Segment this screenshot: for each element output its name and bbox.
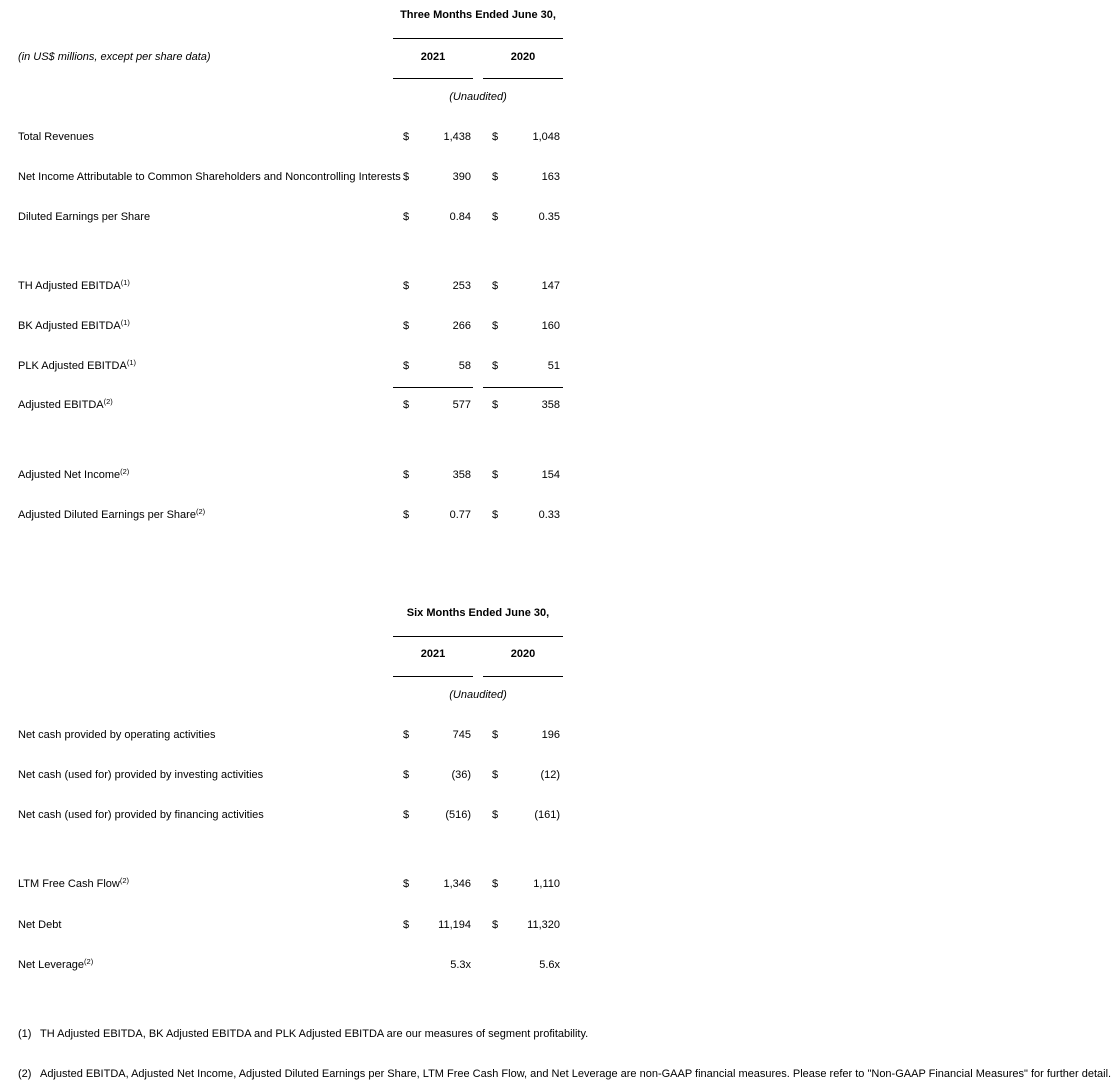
value-2021: 266 bbox=[452, 320, 471, 332]
value-2020: 154 bbox=[541, 469, 560, 481]
dollar-sign: $ bbox=[492, 469, 499, 481]
row-label bbox=[18, 468, 129, 482]
table-row-net-income bbox=[0, 170, 1115, 184]
dollar-sign: $ bbox=[403, 211, 410, 223]
footnote-2-marker: (2) bbox=[18, 1068, 32, 1080]
value-2020: 196 bbox=[541, 729, 560, 741]
table-row-adjusted-net-income bbox=[0, 468, 1115, 482]
value-2021: 1,346 bbox=[443, 878, 471, 890]
row-label-text: Total Revenues bbox=[18, 131, 94, 143]
row-label bbox=[18, 210, 150, 224]
value-2021: 253 bbox=[452, 280, 471, 292]
value-2020: (12) bbox=[540, 769, 560, 781]
footnote-ref: (2) bbox=[84, 957, 94, 966]
row-label bbox=[18, 768, 263, 782]
period-header: Three Months Ended June 30, bbox=[400, 9, 556, 21]
value-2021: 58 bbox=[458, 360, 471, 372]
dollar-sign: $ bbox=[492, 809, 499, 821]
year-2021-header: 2021 bbox=[420, 51, 446, 63]
value-2021: 390 bbox=[452, 171, 471, 183]
table-row-ltm-free-cash-flow bbox=[0, 877, 1115, 891]
dollar-sign: $ bbox=[492, 131, 499, 143]
row-label bbox=[18, 359, 136, 373]
table-row-total-revenues bbox=[0, 130, 1115, 144]
table-row-th-adjusted-ebitda bbox=[0, 279, 1115, 293]
dollar-sign: $ bbox=[403, 171, 410, 183]
unaudited-note: (Unaudited) bbox=[449, 689, 507, 701]
row-label-text: Net Debt bbox=[18, 919, 62, 931]
dollar-sign: $ bbox=[403, 469, 410, 481]
table-row-bk-adjusted-ebitda bbox=[0, 319, 1115, 333]
footnote-ref: (2) bbox=[120, 467, 130, 476]
dollar-sign: $ bbox=[403, 131, 410, 143]
value-2021: 1,438 bbox=[443, 131, 471, 143]
table-row-adjusted-ebitda bbox=[0, 398, 1115, 412]
dollar-sign: $ bbox=[492, 360, 499, 372]
period-header-rule bbox=[393, 636, 563, 637]
dollar-sign: $ bbox=[403, 399, 410, 411]
value-2021: 577 bbox=[452, 399, 471, 411]
row-label-text: TH Adjusted EBITDA bbox=[18, 280, 121, 292]
row-label-text: Net cash (used for) provided by financing activities bbox=[18, 809, 264, 821]
subtotal-rule-2021 bbox=[393, 387, 473, 388]
unaudited-note: (Unaudited) bbox=[449, 91, 507, 103]
row-label bbox=[18, 398, 113, 412]
table-row-adjusted-diluted-eps bbox=[0, 508, 1115, 522]
table-row-net-leverage bbox=[0, 958, 1115, 972]
footnote-ref: (1) bbox=[126, 358, 137, 367]
footnote-ref: (2) bbox=[119, 876, 130, 885]
three-months-table bbox=[0, 0, 1115, 540]
value-2020: 51 bbox=[547, 360, 560, 372]
value-2021: 0.84 bbox=[449, 211, 471, 223]
row-label-text: Net Leverage bbox=[18, 959, 85, 971]
value-2020: 11,320 bbox=[527, 919, 560, 931]
dollar-sign: $ bbox=[492, 919, 499, 931]
footnote-ref: (1) bbox=[120, 318, 130, 327]
dollar-sign: $ bbox=[403, 809, 410, 821]
dollar-sign: $ bbox=[403, 769, 410, 781]
row-label-text: LTM Free Cash Flow bbox=[18, 878, 120, 890]
table-row-net-debt bbox=[0, 918, 1115, 932]
dollar-sign: $ bbox=[403, 919, 410, 931]
value-2020: 160 bbox=[541, 320, 560, 332]
dollar-sign: $ bbox=[492, 399, 499, 411]
row-label-text: Adjusted Diluted Earnings per Share bbox=[18, 509, 196, 521]
table-row-plk-adjusted-ebitda bbox=[0, 359, 1115, 373]
dollar-sign: $ bbox=[403, 360, 410, 372]
row-label bbox=[18, 808, 264, 822]
six-months-table bbox=[0, 598, 1115, 990]
value-2020: (161) bbox=[534, 809, 560, 821]
value-2020: 1,110 bbox=[533, 878, 560, 890]
value-2021: (516) bbox=[445, 809, 471, 821]
row-label-text: Diluted Earnings per Share bbox=[18, 211, 151, 223]
value-2021: 11,194 bbox=[438, 919, 471, 931]
row-label bbox=[18, 130, 94, 144]
footnote-1-text: TH Adjusted EBITDA, BK Adjusted EBITDA and PLK Adjusted EBITDA are our measures of segment profitability. bbox=[40, 1028, 589, 1040]
footnote-2-text: Adjusted EBITDA, Adjusted Net Income, Adjusted Diluted Earnings per Share, LTM Free Cash Flow, and Net Leverage are non-GAAP financial measures. Please refer to "Non-GAAP Financial Measures" for further detail. bbox=[40, 1068, 1112, 1080]
dollar-sign: $ bbox=[492, 729, 499, 741]
row-label-text: Adjusted EBITDA bbox=[18, 399, 104, 411]
dollar-sign: $ bbox=[403, 320, 410, 332]
value-2020: 5.6x bbox=[539, 959, 560, 971]
row-label bbox=[18, 918, 61, 932]
value-2021: 5.3x bbox=[450, 959, 471, 971]
value-2021: (36) bbox=[451, 769, 471, 781]
dollar-sign: $ bbox=[492, 211, 499, 223]
dollar-sign: $ bbox=[403, 280, 410, 292]
footnote-ref: (2) bbox=[103, 397, 113, 406]
row-label bbox=[18, 728, 216, 742]
row-label-text: Net cash provided by operating activities bbox=[18, 729, 216, 741]
year-2021-rule bbox=[393, 676, 473, 677]
row-label-text: Net cash (used for) provided by investing activities bbox=[18, 769, 264, 781]
year-2020-rule bbox=[483, 676, 563, 677]
table-row-investing-cash bbox=[0, 768, 1115, 782]
dollar-sign: $ bbox=[492, 769, 499, 781]
row-label bbox=[18, 877, 129, 891]
value-2020: 0.35 bbox=[538, 211, 560, 223]
period-header: Six Months Ended June 30, bbox=[406, 607, 550, 619]
row-label-text: Net Income Attributable to Common Shareholders and Noncontrolling Interests bbox=[18, 171, 401, 183]
value-2020: 0.33 bbox=[538, 509, 560, 521]
table-row-diluted-eps bbox=[0, 210, 1115, 224]
value-2021: 745 bbox=[452, 729, 471, 741]
row-label-text: Adjusted Net Income bbox=[18, 469, 121, 481]
dollar-sign: $ bbox=[403, 729, 410, 741]
row-label bbox=[18, 958, 93, 972]
unit-note: (in US$ millions, except per share data) bbox=[18, 51, 211, 63]
dollar-sign: $ bbox=[492, 171, 499, 183]
row-label bbox=[18, 319, 130, 333]
value-2020: 147 bbox=[541, 280, 560, 292]
footnote-ref: (2) bbox=[195, 507, 206, 516]
dollar-sign: $ bbox=[492, 280, 499, 292]
dollar-sign: $ bbox=[492, 320, 499, 332]
dollar-sign: $ bbox=[403, 878, 410, 890]
year-2021-rule bbox=[393, 78, 473, 79]
subtotal-rule-2020 bbox=[483, 387, 563, 388]
dollar-sign: $ bbox=[403, 509, 410, 521]
footnote-ref: (1) bbox=[120, 278, 130, 287]
year-2020-header: 2020 bbox=[510, 648, 536, 660]
footnote-2 bbox=[18, 1067, 1111, 1081]
footnote-1 bbox=[18, 1027, 588, 1041]
year-2020-rule bbox=[483, 78, 563, 79]
row-label bbox=[18, 279, 130, 293]
row-label-text: PLK Adjusted EBITDA bbox=[18, 360, 127, 372]
period-header-rule bbox=[393, 38, 563, 39]
year-2020-header: 2020 bbox=[510, 51, 536, 63]
footnote-1-marker: (1) bbox=[18, 1028, 32, 1040]
dollar-sign: $ bbox=[492, 509, 499, 521]
value-2020: 1,048 bbox=[532, 131, 560, 143]
value-2021: 0.77 bbox=[449, 509, 471, 521]
table-row-operating-cash bbox=[0, 728, 1115, 742]
year-2021-header: 2021 bbox=[420, 648, 446, 660]
value-2020: 358 bbox=[541, 399, 560, 411]
table-row-financing-cash bbox=[0, 808, 1115, 822]
value-2020: 163 bbox=[541, 171, 560, 183]
row-label-text: BK Adjusted EBITDA bbox=[18, 320, 121, 332]
row-label bbox=[18, 508, 205, 522]
dollar-sign: $ bbox=[492, 878, 499, 890]
value-2021: 358 bbox=[452, 469, 471, 481]
row-label bbox=[18, 170, 401, 184]
